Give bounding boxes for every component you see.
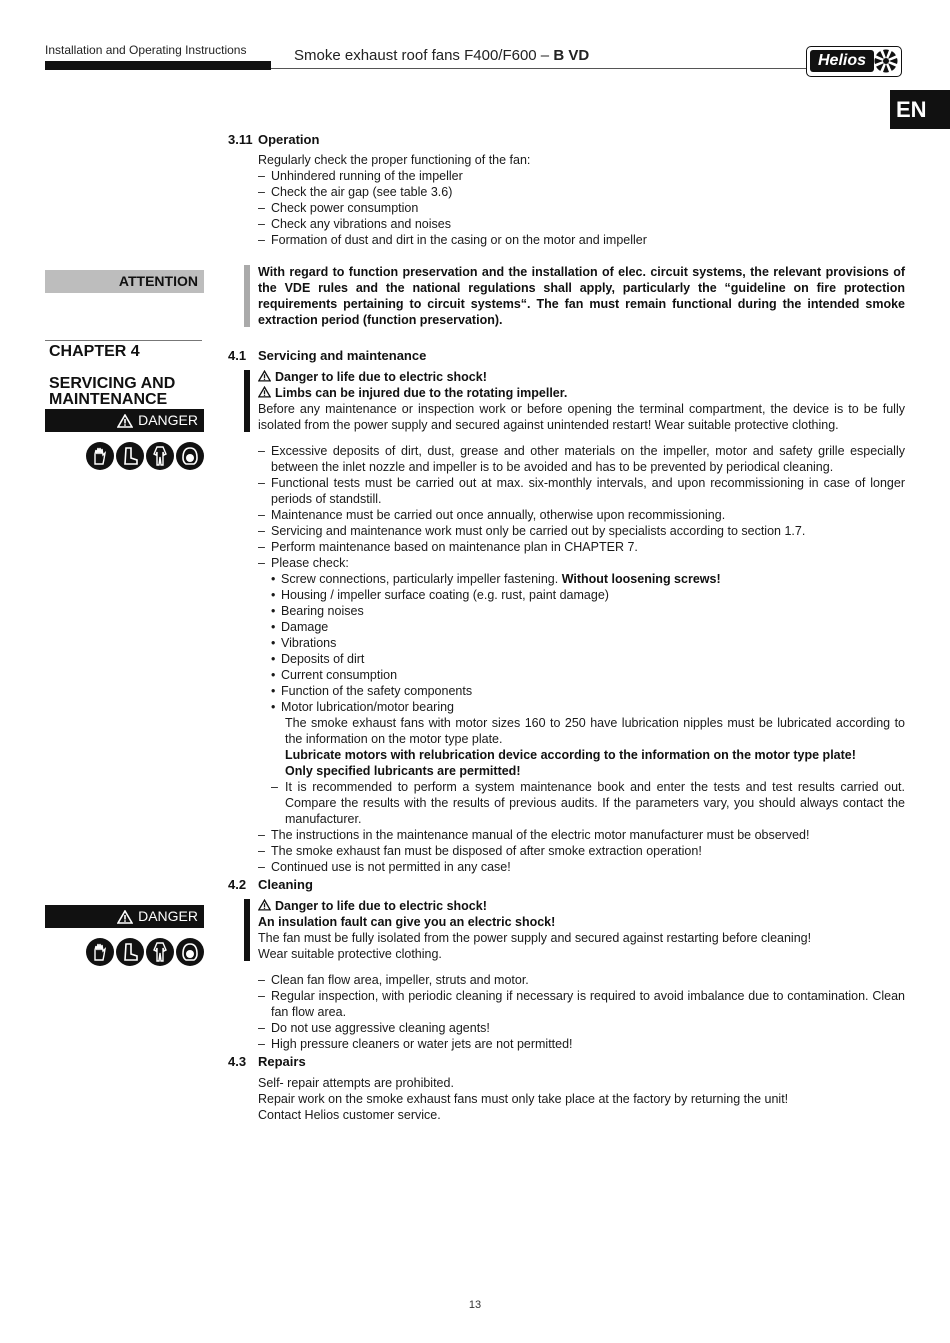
section-heading bbox=[228, 877, 905, 893]
operation-intro: Regularly check the proper functioning of the fan: bbox=[258, 153, 531, 167]
danger-line-text: Danger to life due to electric shock! bbox=[275, 370, 487, 384]
check-item: • Vibrations bbox=[228, 635, 905, 651]
section-number: 4.2 bbox=[228, 877, 247, 892]
danger-box bbox=[228, 898, 905, 962]
danger-line bbox=[258, 385, 905, 401]
section-heading bbox=[228, 132, 905, 148]
check-item: • Function of the safety components bbox=[228, 683, 905, 699]
list-item: – Continued use is not permitted in any case! bbox=[228, 859, 905, 875]
chapter-title bbox=[49, 376, 175, 408]
section-heading bbox=[228, 348, 905, 364]
list-item: – Check any vibrations and noises bbox=[228, 216, 905, 232]
warning-icon bbox=[258, 370, 271, 382]
attention-label: ATTENTION bbox=[45, 270, 204, 293]
check-item-text: Screw connections, particularly impeller fastening. bbox=[281, 572, 562, 586]
section-number: 3.11 bbox=[228, 132, 253, 147]
list-item: – Regular inspection, with periodic cleaning if necessary is required to avoid imbalance due to contamination. Clean fan flow area. bbox=[228, 988, 905, 1020]
danger-box bbox=[228, 369, 905, 433]
warning-icon bbox=[117, 414, 133, 428]
check-item: • Housing / impeller surface coating (e.g. rust, paint damage) bbox=[228, 587, 905, 603]
warning-icon bbox=[117, 910, 133, 924]
lubricant-warning: Only specified lubricants are permitted! bbox=[285, 764, 521, 778]
section-title: Repairs bbox=[258, 1054, 306, 1069]
danger-label-1 bbox=[45, 409, 204, 432]
page-number: 13 bbox=[468, 1299, 482, 1311]
header-bar bbox=[45, 61, 271, 70]
section-3-11 bbox=[228, 132, 905, 248]
danger-bar bbox=[244, 899, 250, 961]
attention-block bbox=[228, 264, 905, 328]
attention-bar bbox=[244, 265, 250, 327]
document-type: Installation and Operating Instructions bbox=[45, 43, 247, 57]
danger-label-text: DANGER bbox=[138, 908, 198, 924]
ppe-icons-2 bbox=[86, 938, 206, 968]
list-item: – Clean fan flow area, impeller, struts and motor. bbox=[228, 972, 905, 988]
chapter-number: CHAPTER 4 bbox=[49, 343, 140, 360]
list-item: – Perform maintenance based on maintenance plan in CHAPTER 7. bbox=[228, 539, 905, 555]
list-item: – Please check: bbox=[228, 555, 905, 571]
check-item: • Damage bbox=[228, 619, 905, 635]
check-item: • Deposits of dirt bbox=[228, 651, 905, 667]
list-item: – High pressure cleaners or water jets are not permitted! bbox=[228, 1036, 905, 1052]
check-item bbox=[228, 571, 905, 587]
warning-icon bbox=[258, 899, 271, 911]
section-title: Cleaning bbox=[258, 877, 313, 892]
list-item: – The instructions in the maintenance manual of the electric motor manufacturer must be observed! bbox=[228, 827, 905, 843]
lubrication-warning: Lubricate motors with relubrication device according to the information on the motor type plate! bbox=[285, 748, 856, 762]
danger-line bbox=[258, 898, 905, 914]
check-item: • Current consumption bbox=[228, 667, 905, 683]
gloves-icon bbox=[86, 938, 114, 966]
protective-clothing-icon bbox=[146, 442, 174, 470]
safety-boots-icon bbox=[116, 442, 144, 470]
list-item: – Excessive deposits of dirt, dust, grease and other materials on the impeller, motor and safety grille especially between the inlet nozzle and impeller is to be avoided and has to be prevented by periodical cleaning. bbox=[228, 443, 905, 475]
section-number: 4.1 bbox=[228, 348, 247, 363]
danger-text: The fan must be fully isolated from the power supply and secured against restarting before cleaning! bbox=[258, 931, 812, 945]
section-title: Operation bbox=[258, 132, 320, 147]
chapter-title-line-1: SERVICING AND bbox=[49, 375, 176, 392]
section-4-2 bbox=[228, 877, 905, 1052]
repairs-line: Self- repair attempts are prohibited. bbox=[258, 1076, 454, 1090]
list-item: – Do not use aggressive cleaning agents! bbox=[228, 1020, 905, 1036]
gloves-icon bbox=[86, 442, 114, 470]
danger-label-text: DANGER bbox=[138, 412, 198, 428]
section-4-1 bbox=[228, 348, 905, 875]
section-heading bbox=[228, 1054, 905, 1070]
list-item: – Formation of dust and dirt in the casing or on the motor and impeller bbox=[228, 232, 905, 248]
check-item: • Motor lubrication/motor bearing bbox=[228, 699, 905, 715]
fan-logo-icon bbox=[874, 49, 898, 73]
warning-icon bbox=[258, 386, 271, 398]
section-title: Servicing and maintenance bbox=[258, 348, 427, 363]
danger-line-text: Danger to life due to electric shock! bbox=[275, 899, 487, 913]
danger-bar bbox=[244, 370, 250, 432]
chapter-rule bbox=[45, 340, 202, 341]
lubrication-text: The smoke exhaust fans with motor sizes 160 to 250 have lubrication nipples must be lubricated according to the information on the motor type plate. bbox=[285, 716, 905, 746]
list-item: – Check the air gap (see table 3.6) bbox=[228, 184, 905, 200]
section-4-3 bbox=[228, 1054, 905, 1123]
attention-text: With regard to function preservation and the installation of elec. circuit systems, the relevant provisions of the VDE rules and the national regulations shall apply, particularly the “guideline on fire protection requirements pertaining to circuit systems“. The fan must remain functional during the intended smoke extraction period (function preservation). bbox=[258, 265, 905, 327]
chapter-title-line-2: MAINTENANCE bbox=[49, 391, 168, 408]
title-prefix: Smoke exhaust roof fans F400/F600 – bbox=[294, 47, 554, 64]
ppe-icons-1 bbox=[86, 442, 206, 472]
helios-logo bbox=[806, 46, 902, 77]
attention-box bbox=[228, 264, 905, 328]
repairs-line: Contact Helios customer service. bbox=[258, 1108, 441, 1122]
danger-line bbox=[258, 369, 905, 385]
check-item-emphasis: Without loosening screws! bbox=[561, 572, 721, 586]
list-item: – Servicing and maintenance work must only be carried out by specialists according to section 1.7. bbox=[228, 523, 905, 539]
hairnet-icon bbox=[176, 442, 204, 470]
hairnet-icon bbox=[176, 938, 204, 966]
danger-text-2: Wear suitable protective clothing. bbox=[258, 947, 442, 961]
logo-wordmark: Helios bbox=[810, 50, 874, 72]
safety-boots-icon bbox=[116, 938, 144, 966]
title-model: B VD bbox=[553, 47, 590, 64]
danger-label-2 bbox=[45, 905, 204, 928]
repairs-line: Repair work on the smoke exhaust fans must only take place at the factory by returning the unit! bbox=[258, 1092, 789, 1106]
list-item: – The smoke exhaust fan must be disposed of after smoke extraction operation! bbox=[228, 843, 905, 859]
list-item: – Functional tests must be carried out at max. six-monthly intervals, and upon recommissioning in case of longer periods of standstill. bbox=[228, 475, 905, 507]
danger-line-2: An insulation fault can give you an electric shock! bbox=[258, 915, 556, 929]
header-rule bbox=[271, 68, 807, 69]
maintenance-book-item: – It is recommended to perform a system maintenance book and enter the tests and test results carried out. Compare the results with the results of previous audits. If the parameters vary, you should always contact the manufacturer. bbox=[228, 779, 905, 827]
section-number: 4.3 bbox=[228, 1054, 247, 1069]
document-title bbox=[294, 47, 589, 64]
protective-clothing-icon bbox=[146, 938, 174, 966]
list-item: – Check power consumption bbox=[228, 200, 905, 216]
list-item: – Unhindered running of the impeller bbox=[228, 168, 905, 184]
language-tab: EN bbox=[890, 90, 950, 129]
danger-text: Before any maintenance or inspection work or before opening the terminal compartment, the device is to be fully isolated from the power supply and secured against unintended restart! Wear suitable protective clothing. bbox=[258, 402, 905, 432]
danger-line-text: Limbs can be injured due to the rotating impeller. bbox=[275, 386, 568, 400]
list-item: – Maintenance must be carried out once annually, otherwise upon recommissioning. bbox=[228, 507, 905, 523]
check-item: • Bearing noises bbox=[228, 603, 905, 619]
